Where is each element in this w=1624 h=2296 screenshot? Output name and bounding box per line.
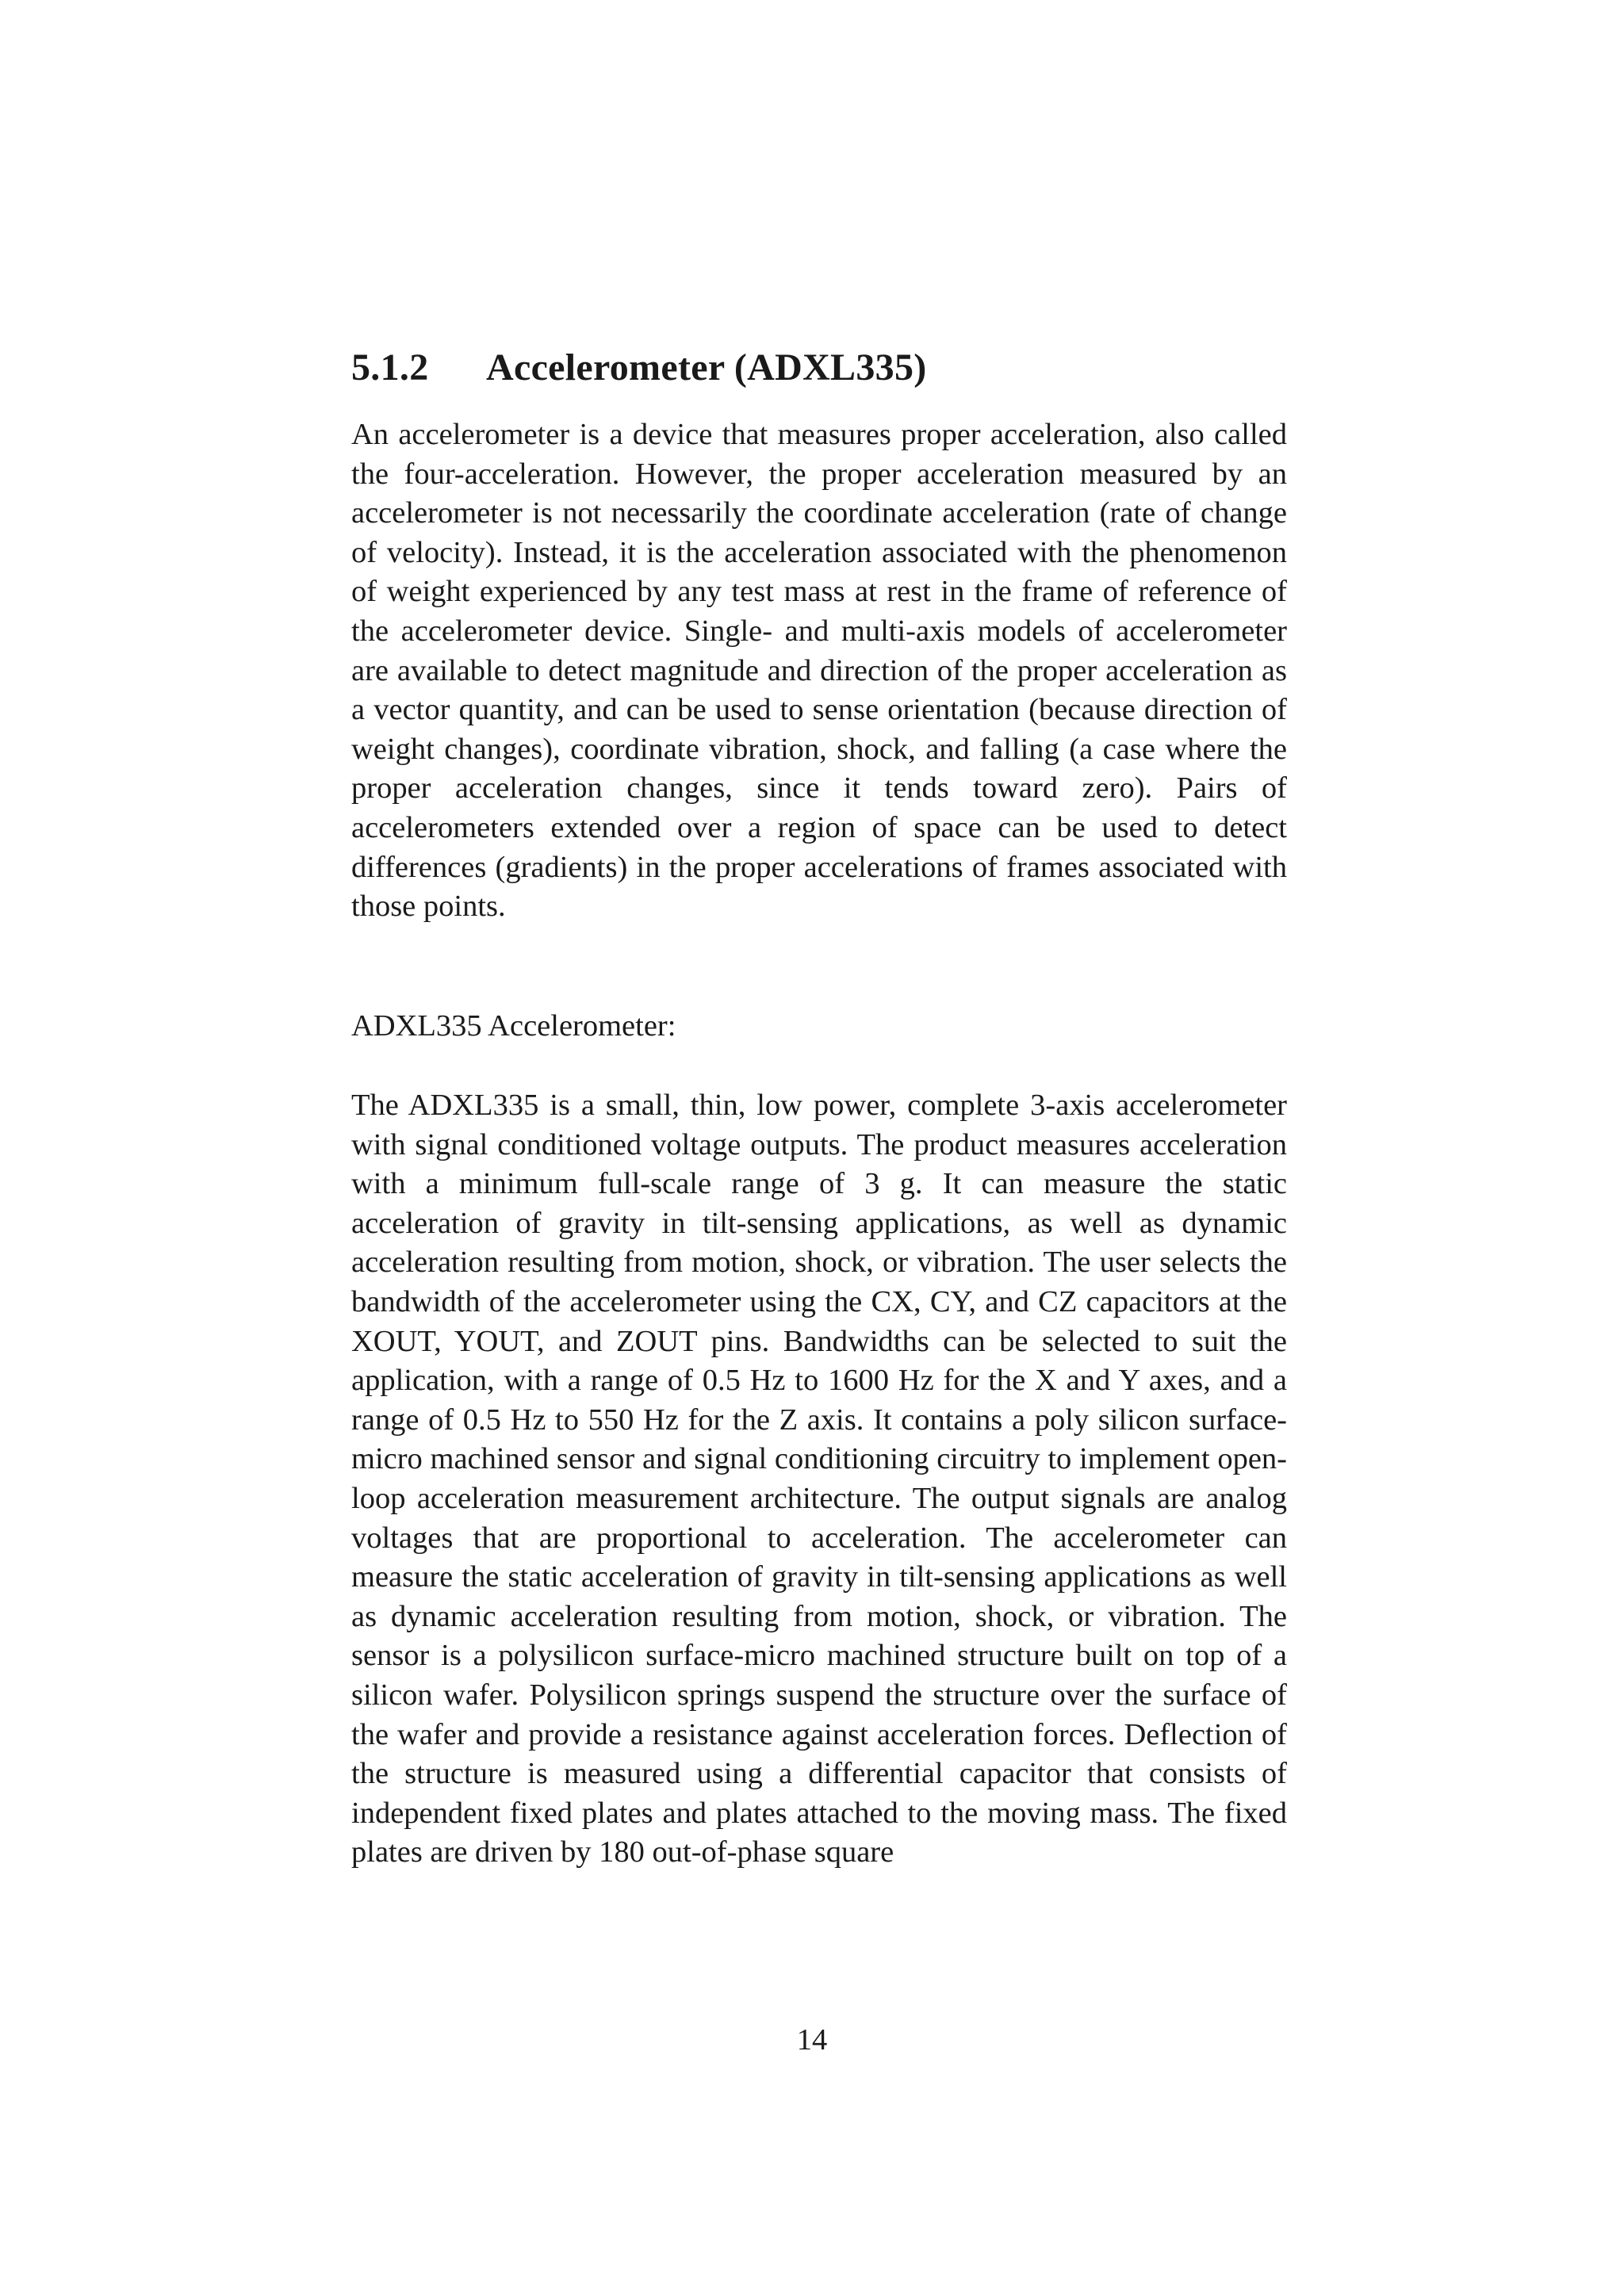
paragraph-accelerometer-intro: An accelerometer is a device that measures proper acceleration, also called the four-acceleration. However, the proper acceleration measured by an accelerometer is not necessarily the coordinate acceleration (rate of change of velocity). Instead, it is the acceleration associated with the phenomenon of weight experienced by any test mass at rest in the frame of reference of the accelerometer device. Single- and multi-axis models of accelerometer are available to detect magnitude and direction of the proper acceleration as a vector quantity, and can be used to sense orientation (because direction of weight changes), coordinate vibration, shock, and falling (a case where the proper acceleration changes, since it tends toward zero). Pairs of accelerometers extended over a region of space can be used to detect differences (gradients) in the proper accelerations of frames associated with those points. bbox=[351, 418, 1287, 924]
section-title: Accelerometer (ADXL335) bbox=[486, 346, 927, 388]
paragraph-adxl335-label: ADXL335 Accelerometer: bbox=[351, 1009, 676, 1043]
page-number: 14 bbox=[796, 2023, 828, 2057]
paragraph-adxl335-description: The ADXL335 is a small, thin, low power, complete 3-axis accelerometer with signal conditioned voltage outputs. The product measures acceleration with a minimum full-scale range of 3 g. It can measure the static acceleration of gravity in tilt-sensing applications, as well as dynamic acceleration resulting from motion, shock, or vibration. The user selects the bandwidth of the accelerometer using the CX, CY, and CZ capacitors at the XOUT, YOUT, and ZOUT pins. Bandwidths can be selected to suit the application, with a range of 0.5 Hz to 1600 Hz for the X and Y axes, and a range of 0.5 Hz to 550 Hz for the Z axis. It contains a poly silicon surface-micro machined sensor and signal conditioning circuitry to implement open-loop acceleration measurement architecture. The output signals are analog voltages that are proportional to acceleration. The accelerometer can measure the static acceleration of gravity in tilt-sensing applications as well as dynamic acceleration resulting from motion, shock, or vibration. The sensor is a polysilicon surface-micro machined structure built on top of a silicon wafer. Polysilicon springs suspend the structure over the surface of the wafer and provide a resistance against acceleration forces. Deflection of the structure is measured using a differential capacitor that consists of independent fixed plates and plates attached to the moving mass. The fixed plates are driven by 180 out-of-phase square bbox=[351, 1089, 1287, 1869]
section-heading bbox=[351, 342, 1287, 393]
section-number: 5.1.2 bbox=[351, 346, 429, 388]
